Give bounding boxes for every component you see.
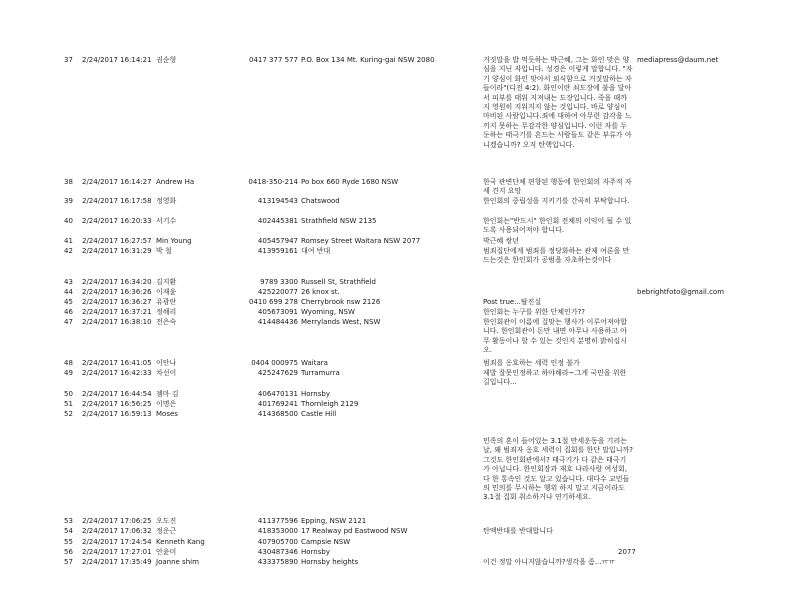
table-row	[0, 410, 792, 502]
phone-number: 433375890	[257, 558, 298, 566]
timestamp: 2/24/2017 16:41:05	[82, 359, 152, 367]
comment: 탄액반대를 반대합니다	[483, 527, 553, 535]
signer-name: 김지환	[156, 278, 177, 286]
table-row	[0, 56, 792, 149]
phone-number: 0417 377 577	[249, 56, 298, 64]
stray-cell-value: 2077	[618, 548, 636, 556]
address: 26 knox st.	[301, 288, 340, 296]
email: mediapress@daum.net	[637, 56, 719, 64]
row-number: 51	[64, 400, 73, 408]
timestamp: 2/24/2017 17:06:25	[82, 517, 152, 525]
address: P.O. Box 134 Mt. Kuring-gai NSW 2080	[301, 56, 435, 64]
phone-number: 9789 3300	[260, 278, 298, 286]
row-number: 41	[64, 237, 73, 245]
table-row	[0, 308, 792, 318]
comment: Post true...탈진실	[483, 298, 542, 306]
signer-name: 이명은	[156, 400, 177, 408]
table-row	[0, 527, 792, 537]
timestamp: 2/24/2017 16:36:26	[82, 288, 152, 296]
comment: 한인회의 중립성을 지키기를 간곡히 부탁합니다.	[483, 197, 630, 205]
phone-number: 418353000	[257, 527, 298, 535]
signer-name: Min Young	[156, 237, 192, 245]
row-number: 37	[64, 56, 73, 64]
phone-number: 405673091	[257, 308, 298, 316]
address: 대여 반대	[301, 247, 331, 255]
phone-number: 407905700	[257, 538, 298, 546]
row-number: 40	[64, 217, 73, 225]
timestamp: 2/24/2017 17:27:01	[82, 548, 152, 556]
address: Hornsby heights	[301, 558, 359, 566]
phone-number: 413959161	[257, 247, 298, 255]
timestamp: 2/24/2017 17:24:54	[82, 538, 152, 546]
address: Epping, NSW 2121	[301, 517, 367, 525]
address: Turramurra	[301, 369, 340, 377]
row-number: 57	[64, 558, 73, 566]
phone-number: 401769241	[257, 400, 298, 408]
table-row	[0, 178, 792, 196]
table-row	[0, 318, 792, 355]
phone-number: 430487346	[257, 548, 298, 556]
comment: 제발 잘못인정하고 하야해라~그게 국민을 위한 길입니다...	[483, 369, 627, 387]
row-number: 50	[64, 390, 73, 398]
table-row	[0, 217, 792, 235]
phone-number: 414484436	[257, 318, 298, 326]
signer-name: Kenneth Kang	[156, 538, 205, 546]
timestamp: 2/24/2017 16:42:33	[82, 369, 152, 377]
phone-number: 0418-350-214	[248, 178, 298, 186]
row-number: 39	[64, 197, 73, 205]
table-row	[0, 369, 792, 387]
row-number: 38	[64, 178, 73, 186]
signer-name: 안윤미	[156, 548, 177, 556]
timestamp: 2/24/2017 16:38:10	[82, 318, 152, 326]
table-row	[0, 247, 792, 265]
timestamp: 2/24/2017 16:34:20	[82, 278, 152, 286]
table-row	[0, 558, 792, 568]
row-number: 52	[64, 410, 73, 418]
address: Po box 660 Ryde 1680 NSW	[301, 178, 399, 186]
row-number: 43	[64, 278, 73, 286]
row-number: 48	[64, 359, 73, 367]
row-number: 47	[64, 318, 73, 326]
table-row	[0, 517, 792, 527]
address: Thornleigh 2129	[301, 400, 359, 408]
comment: 민족의 혼이 들어있는 3.1절 만세운동을 기리는 날, 왜 범죄자 옹호 세력이 집회를 한단 말입니까? 그것도 한인회관에서? 태극기가 다 같은 태극기가 아닙니다. 한인회장과 재호 나라사랑 여성회, 다 한 통속인 것도 알고 있습니다. 대다수 교민들의 민의를 무시하는 행위 하지 말고 지금이라도 3.1절 집회 취소하거나 연기하세요.	[483, 437, 633, 502]
signer-name: Andrew Ha	[156, 178, 195, 186]
timestamp: 2/24/2017 16:56:25	[82, 400, 152, 408]
row-number: 44	[64, 288, 73, 296]
row-number: 53	[64, 517, 73, 525]
timestamp: 2/24/2017 16:36:27	[82, 298, 152, 306]
row-number: 56	[64, 548, 73, 556]
row-number: 46	[64, 308, 73, 316]
signer-name: 정영화	[156, 197, 177, 205]
timestamp: 2/24/2017 16:20:33	[82, 217, 152, 225]
signer-name: 차선이	[156, 369, 177, 377]
comment: 한인회는"반드시" 한인회 전체의 이익이 될 수 있도록 사용되어져야 합니다.	[483, 217, 632, 235]
phone-number: 425247629	[257, 369, 298, 377]
address: Wyoming, NSW	[301, 308, 355, 316]
timestamp: 2/24/2017 16:59:13	[82, 410, 152, 418]
row-number: 45	[64, 298, 73, 306]
signer-name: Moses	[156, 410, 178, 418]
signer-name: 오도진	[156, 517, 177, 525]
address: Hornsby	[301, 390, 330, 398]
comment: 한국 관변단체 편향된 행동에 한인회의 자주적 자세 견지 요망	[483, 178, 632, 196]
table-row	[0, 237, 792, 247]
table-row	[0, 278, 792, 288]
address: Chatswood	[301, 197, 340, 205]
row-number: 42	[64, 247, 73, 255]
timestamp: 2/24/2017 16:37:21	[82, 308, 152, 316]
signer-name: 이재윤	[156, 288, 177, 296]
timestamp: 2/24/2017 16:17:58	[82, 197, 152, 205]
address: Russell St, Strathfield	[301, 278, 376, 286]
comment: 이건 정말 아니지않습니까?생각을 좀...ㅠㅠ	[483, 558, 616, 566]
phone-number: 411377596	[257, 517, 298, 525]
row-number: 54	[64, 527, 73, 535]
comment: 범죄집단에게 범죄를 정당화하는 관제 여론을 만드는것은 한인회가 공범을 자초하는것이다	[483, 247, 630, 265]
phone-number: 425220077	[257, 288, 298, 296]
phone-number: 413194543	[257, 197, 298, 205]
signer-name: 박 철	[156, 247, 172, 255]
table-row	[0, 288, 792, 298]
table-row	[0, 359, 792, 369]
table-row	[0, 197, 792, 207]
timestamp: 2/24/2017 16:14:27	[82, 178, 152, 186]
timestamp: 2/24/2017 16:44:54	[82, 390, 152, 398]
signer-name: 전은숙	[156, 318, 177, 326]
table-row	[0, 548, 792, 558]
comment: 거짓말을 밥 먹듯하는 박근혜, 그는 화인 맞은 양심을 지닌 자입니다. 성경은 이렇게 말합니다. "자기 양심이 화인 맞아서 외식함으로 거짓말하는 자들이라"(디전 4:2). 화인이란 쇠도장에 불을 달아서 피부를 태워 지져내는 도장입니다. 죽을 때까지 영원히 지워지지 않는 것입니다. 바로 양심이 마비된 사람입니다.죄에 대하여 아무런 감각을 느끼지 못하는 무감각한 양심입니다. 이런 자를 두둔하는 태극기를 흔드는 사람들도 같은 부류가 아니겠습니까? 오직 탄핵입니다.	[483, 56, 633, 149]
timestamp: 2/24/2017 17:35:49	[82, 558, 152, 566]
table-row	[0, 538, 792, 548]
address: Merrylands West, NSW	[301, 318, 381, 326]
table-row	[0, 298, 792, 308]
signer-name: 정운근	[156, 527, 177, 535]
address: Hornsby	[301, 548, 330, 556]
timestamp: 2/24/2017 16:14:21	[82, 56, 152, 64]
address: Waitara	[301, 359, 328, 367]
address: Campsie NSW	[301, 538, 351, 546]
phone-number: 406470131	[257, 390, 298, 398]
signer-name: Joanne shim	[156, 558, 199, 566]
signer-name: 젬마 김	[156, 390, 179, 398]
signer-name: 유광란	[156, 298, 177, 306]
timestamp: 2/24/2017 16:27:57	[82, 237, 152, 245]
address: Cherrybrook nsw 2126	[301, 298, 381, 306]
phone-number: 405457947	[257, 237, 298, 245]
phone-number: 0404 000975	[251, 359, 298, 367]
comment: 범죄를 옹호하는 세력 인정 불가	[483, 359, 580, 367]
phone-number: 0410 699 278	[249, 298, 298, 306]
phone-number: 402445381	[257, 217, 298, 225]
signer-name: 이안나	[156, 359, 177, 367]
signer-name: 정해리	[156, 308, 177, 316]
address: 17 Realway pd Eastwood NSW	[301, 527, 408, 535]
row-number: 49	[64, 369, 73, 377]
address: Strathfield NSW 2135	[301, 217, 377, 225]
comment: 박근혜 쌍년	[483, 237, 520, 245]
email: bebrightfoto@gmail.com	[637, 288, 725, 296]
timestamp: 2/24/2017 16:31:29	[82, 247, 152, 255]
comment: 한인회관이 이름에 걸맞는 행사가 이루어져야합니다. 한인회관이 돈만 내면 아무나 사용하고 아무 활동이나 할 수 있는 것인지 분명히 밝히십시오.	[483, 318, 628, 355]
signer-name: 서기수	[156, 217, 177, 225]
phone-number: 414368500	[257, 410, 298, 418]
address: Romsey Street Waitara NSW 2077	[301, 237, 421, 245]
row-number: 55	[64, 538, 73, 546]
table-row	[0, 400, 792, 410]
timestamp: 2/24/2017 17:06:32	[82, 527, 152, 535]
comment: 한인회는 누구를 위한 단체인가??	[483, 308, 586, 316]
table-row	[0, 390, 792, 400]
address: Castle Hill	[301, 410, 337, 418]
signer-name: 권순형	[156, 56, 177, 64]
